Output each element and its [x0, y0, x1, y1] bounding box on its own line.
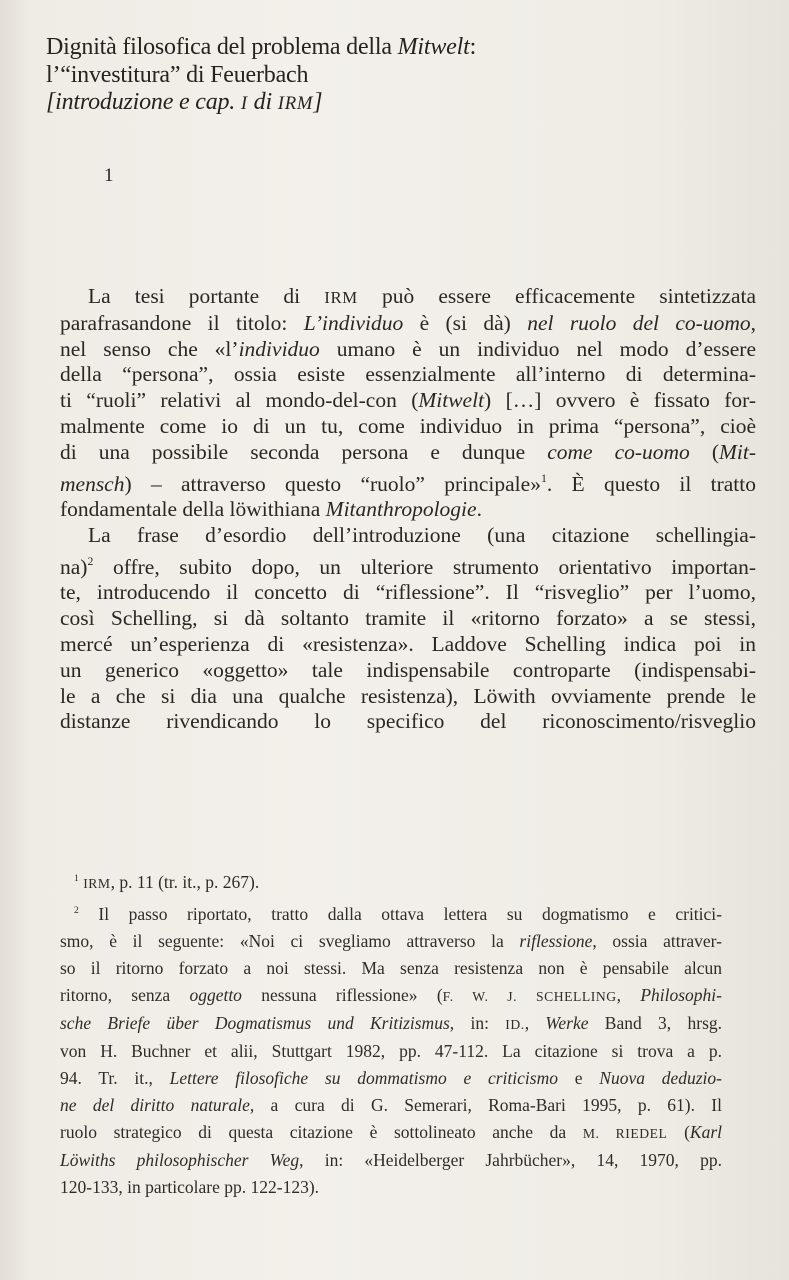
italic-text: sche Briefe über Dogmatismus und Kritizismus — [60, 1013, 450, 1034]
italic-text: mensch — [60, 471, 125, 496]
footnote-ref: 1 — [74, 873, 79, 884]
text-run: , a cura di G. Semerari, Roma-Bari 1995, p. 61). Il — [249, 1095, 722, 1116]
heading-text: Dignità filosofica del problema della — [46, 34, 398, 60]
text-run: , — [524, 1013, 546, 1034]
footnote-line — [60, 1147, 722, 1174]
italic-text: individuo — [238, 336, 320, 361]
footnote-line — [60, 1065, 722, 1092]
italic-text: come co-uomo — [547, 439, 690, 464]
text-run: . È questo il tratto — [546, 471, 757, 496]
heading-italic-term: Mitwelt — [397, 34, 470, 60]
small-caps-text: ID. — [505, 1017, 525, 1033]
text-run: . — [476, 497, 482, 522]
heading-text: di — [247, 89, 278, 115]
footnote-line — [60, 1174, 722, 1201]
text-run: , — [616, 985, 641, 1006]
text-run: La tesi portante di — [88, 284, 325, 308]
text-run: La frase d’esordio dell’introduzione (una citazione schellingia- — [88, 523, 756, 548]
text-run: di una possibile seconda persona e dunque — [60, 439, 548, 464]
body-line — [60, 284, 756, 311]
body-line — [60, 606, 756, 632]
text-run: così Schelling, si dà soltanto tramite il «ritorno forzato» a se stessi, — [60, 606, 756, 631]
body-line — [60, 523, 756, 549]
small-caps-text: M. RIEDEL — [582, 1126, 668, 1142]
text-run: 120-133, in particolare pp. 122-123). — [60, 1177, 320, 1198]
italic-text: Mitwelt — [418, 388, 485, 413]
body-line — [60, 709, 756, 735]
text-run: umano è un individuo nel modo d’essere — [319, 336, 756, 361]
heading-text: [introduzione e cap. — [46, 89, 241, 115]
text-run: ) – attraverso questo “ruolo” principale» — [124, 471, 541, 496]
text-run: nel senso che «l’ — [60, 336, 239, 361]
italic-text: riflessione — [519, 931, 593, 952]
italic-text: oggetto — [189, 985, 242, 1006]
text-run: mercé un’esperienza di «resistenza». Laddove Schelling indica poi in — [60, 632, 756, 657]
body-line — [60, 388, 756, 414]
italic-text: Philosophi- — [640, 985, 722, 1006]
heading-line-3 — [46, 89, 476, 118]
text-run: fondamentale della löwithiana — [60, 497, 326, 522]
heading-line-2: l’“investitura” di Feuerbach — [46, 61, 309, 88]
text-run: nessuna riflessione» ( — [241, 985, 443, 1006]
heading-line-1 — [46, 34, 476, 62]
small-caps-text: IRM — [83, 876, 111, 892]
footnote-ref: 2 — [74, 905, 79, 917]
text-run: , p. 11 (tr. it., p. 267). — [110, 872, 260, 893]
text-run: ( — [689, 439, 719, 464]
italic-text: nel ruolo del co-uomo — [527, 310, 751, 335]
text-run: 94. Tr. it., — [60, 1068, 170, 1089]
body-line — [60, 362, 756, 388]
body-line — [60, 414, 756, 440]
footnote-ref: 1 — [540, 470, 547, 485]
body-text — [60, 284, 756, 735]
body-line — [60, 549, 756, 581]
body-line — [60, 337, 756, 363]
text-run: Band 3, hrsg. — [588, 1013, 722, 1034]
text-run: te, introducendo il concetto di “riflessione”. Il “risveglio” per l’uomo, — [60, 580, 756, 605]
section-number: 1 — [104, 165, 114, 186]
text-run: von H. Buchner et alii, Stuttgart 1982, pp. 47-112. La citazione si trova a p. — [60, 1041, 722, 1062]
heading-punct: ] — [313, 89, 323, 115]
text-run: può essere efficacemente sintetizzata — [357, 284, 757, 308]
text-run: , in: — [449, 1013, 506, 1034]
footnote-line — [60, 928, 722, 955]
text-run: parafrasandone il titolo: — [60, 310, 304, 335]
text-run: malmente come io di un tu, come individuo in prima “persona”, cioè — [60, 413, 756, 438]
text-run: , — [750, 310, 756, 335]
body-line — [60, 632, 756, 658]
italic-text: Nuova deduzio- — [599, 1068, 722, 1089]
footnote-line — [60, 865, 722, 897]
text-run: , in: «Heidelberger Jahrbücher», 14, 1970, pp. — [299, 1150, 722, 1171]
footnote-line — [60, 897, 722, 928]
italic-text: Werke — [545, 1013, 589, 1034]
footnote-line — [60, 1010, 722, 1038]
footnotes — [60, 865, 722, 1201]
text-run: della “persona”, ossia esiste essenzialmente all’interno di determina- — [60, 362, 756, 387]
chapter-heading — [46, 34, 476, 118]
small-caps-text: IRM — [324, 288, 358, 307]
heading-punct: : — [469, 34, 477, 60]
italic-text: Karl — [689, 1122, 723, 1143]
text-run: na) — [60, 554, 88, 579]
body-line — [60, 658, 756, 684]
text-run: è (si dà) — [403, 310, 528, 335]
text-run: distanze rivendicando lo specifico del riconoscimento/risveglio — [60, 709, 756, 734]
heading-abbrev: IRM — [277, 93, 314, 114]
body-line — [60, 466, 756, 498]
text-run: ti “ruoli” relativi al mondo-del-con ( — [60, 388, 419, 413]
heading-roman-numeral: I — [240, 93, 248, 114]
italic-text: L’individuo — [303, 310, 404, 335]
footnote-line — [60, 955, 722, 982]
footnote-line — [60, 1038, 722, 1065]
body-line — [60, 580, 756, 606]
italic-text: Mitanthropologie — [325, 497, 477, 522]
text-run: offre, subito dopo, un ulteriore strumento orientativo importan- — [93, 554, 756, 579]
body-line — [60, 440, 756, 466]
footnote-ref: 2 — [87, 553, 94, 568]
text-run: so il ritorno forzato a noi stessi. Ma senza resistenza non è pensabile alcun — [60, 958, 722, 979]
footnote-line — [60, 1119, 722, 1147]
body-line — [60, 684, 756, 710]
italic-text: Mit- — [718, 439, 757, 464]
text-run: Il passo riportato, tratto dalla ottava lettera su dogmatismo e critici- — [78, 904, 722, 925]
text-run: ) […] ovvero è fissato for- — [484, 388, 756, 413]
text-run: , ossia attraver- — [592, 931, 722, 952]
small-caps-text: F. W. J. SCHELLING — [442, 989, 617, 1005]
text-run: smo, è il seguente: «Noi ci svegliamo attraverso la — [60, 931, 520, 952]
italic-text: Löwiths philosophischer Weg — [60, 1150, 300, 1171]
italic-text: ne del diritto naturale — [60, 1095, 250, 1116]
text-run: le a che si dia una qualche resistenza), Löwith ovviamente prende le — [60, 683, 756, 708]
footnote-line — [60, 982, 722, 1010]
text-run: ruolo strategico di questa citazione è sottolineato anche da — [60, 1122, 583, 1143]
text-run: un generico «oggetto» tale indispensabile controparte (indispensabi- — [60, 657, 756, 682]
body-line — [60, 497, 756, 523]
italic-text: Lettere filosofiche su dommatismo e criticismo — [169, 1068, 558, 1089]
footnote-line — [60, 1092, 722, 1119]
text-run: ( — [667, 1122, 690, 1143]
body-line — [60, 311, 756, 337]
text-run: ritorno, senza — [60, 985, 190, 1006]
text-run: e — [557, 1068, 600, 1089]
